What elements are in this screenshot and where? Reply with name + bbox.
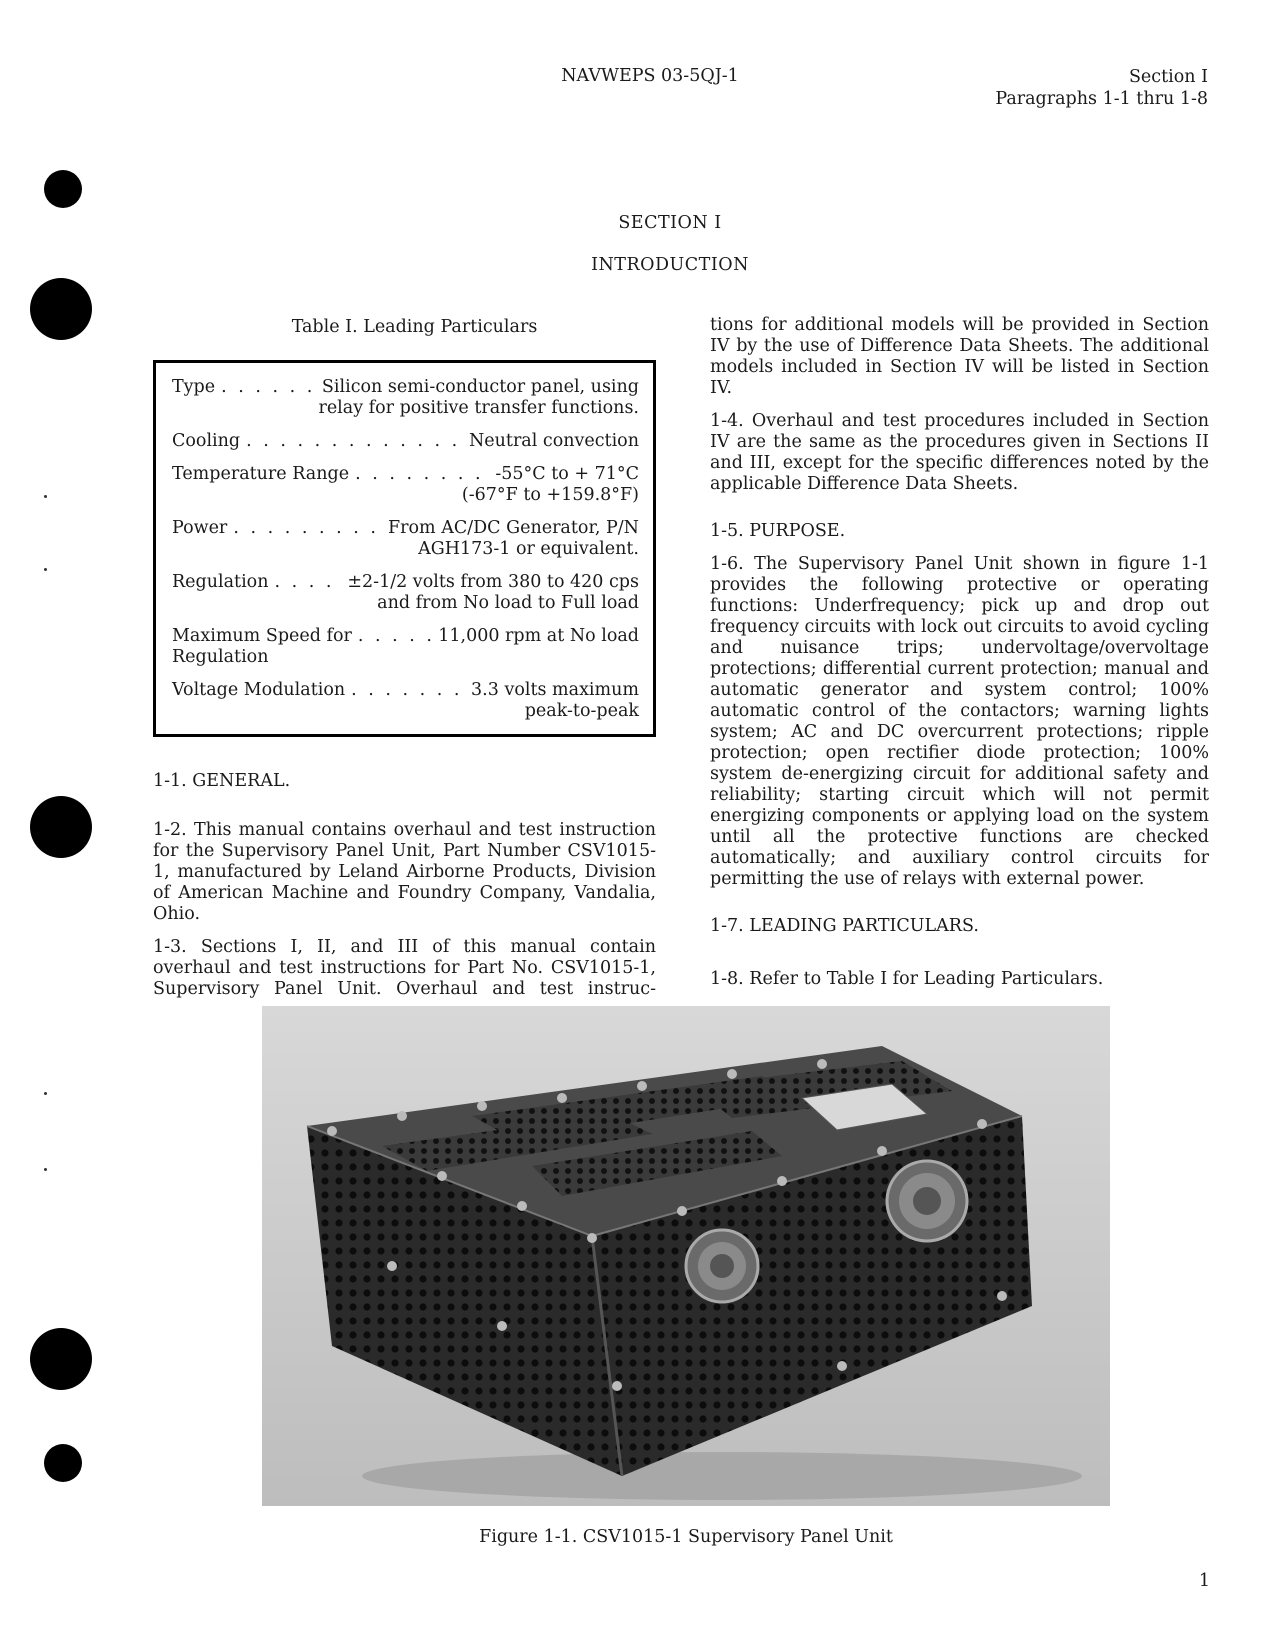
- row-value-cont: peak-to-peak: [524, 701, 639, 721]
- table-row: [172, 680, 639, 722]
- table-row: [172, 464, 639, 506]
- row-value: 11,000 rpm at No load: [438, 626, 639, 646]
- row-label: Regulation: [172, 572, 269, 592]
- punch-hole: [44, 170, 82, 208]
- speck: [44, 1168, 47, 1171]
- row-label: Temperature Range: [172, 464, 350, 484]
- row-label: Power: [172, 518, 228, 538]
- table-row: [172, 518, 639, 560]
- row-value: From AC/DC Generator, P/N: [388, 518, 639, 538]
- connector-left: [686, 1230, 758, 1302]
- document-id: NAVWEPS 03-5QJ-1: [561, 66, 739, 86]
- heading-purpose: 1-5. PURPOSE.: [710, 521, 846, 541]
- row-value-cont: (-67°F to +159.8°F): [461, 485, 639, 505]
- running-header: [995, 66, 1208, 110]
- row-value: 3.3 volts maximum: [471, 680, 639, 700]
- heading-leading-particulars: 1-7. LEADING PARTICULARS.: [710, 916, 979, 936]
- panel-unit-illustration: [262, 1006, 1110, 1506]
- figure-caption: Figure 1-1. CSV1015-1 Supervisory Panel Unit: [479, 1527, 893, 1547]
- table-row: [172, 572, 639, 614]
- row-value: -55°C to + 71°C: [495, 464, 639, 484]
- speck: [44, 1092, 47, 1095]
- connector-right: [887, 1161, 967, 1241]
- punch-hole: [44, 1444, 82, 1482]
- paragraph-1-4: 1-4. Overhaul and test procedures included in Section IV are the same as the procedures given in Sections II and III, except for the specific differences noted by the applicable Difference Data Sheets.: [710, 411, 1209, 494]
- row-value: Neutral convection: [468, 431, 639, 451]
- paragraph-1-3-cont: tions for additional models will be provided in Section IV by the use of Difference Data Sheets. The additional models included in Section IV will be listed in Section IV.: [710, 315, 1209, 398]
- paragraph-1-6: 1-6. The Supervisory Panel Unit shown in figure 1-1 provides the following protective or operating functions: Underfrequency; pick up and drop out frequency circuits with lock out circuits to avoid cycling and nuisance trips; undervoltage/overvoltage protections; differential current protection; manual and automatic generator and system control; 100% automatic control of the contactors; warning lights system; AC and DC overcurrent protections; ripple protection; open rectifier diode protection; 100% system de-energizing circuit for additional safety and reliability; starting circuit which will not permit energizing components or applying load on the system until all the protective functions are checked automatically; and auxiliary control circuits for permitting the use of relays with external power.: [710, 554, 1210, 889]
- table-caption: Table I. Leading Particulars: [291, 317, 538, 337]
- row-label: Voltage Modulation: [172, 680, 346, 700]
- heading-general: 1-1. GENERAL.: [153, 771, 291, 791]
- punch-hole: [30, 796, 92, 858]
- row-label: Maximum Speed for: [172, 626, 352, 646]
- row-value: Silicon semi-conductor panel, using: [321, 377, 639, 397]
- row-label: Cooling: [172, 431, 241, 451]
- paragraph-1-8: 1-8. Refer to Table I for Leading Particulars.: [710, 969, 1104, 989]
- left-column: [153, 317, 656, 1012]
- row-value-cont: AGH173-1 or equivalent.: [418, 539, 639, 559]
- table-row: [172, 431, 639, 452]
- section-subtitle: INTRODUCTION: [591, 255, 749, 275]
- row-value: ±2-1/2 volts from 380 to 420 cps: [347, 572, 639, 592]
- header-paragraphs: Paragraphs 1-1 thru 1-8: [995, 89, 1208, 109]
- row-label-cont: Regulation: [172, 647, 269, 667]
- table-row: [172, 377, 639, 419]
- leading-particulars-table: [153, 360, 656, 737]
- shadow: [362, 1452, 1082, 1500]
- right-column: [710, 317, 1209, 1002]
- row-value-cont: relay for positive transfer functions.: [318, 398, 639, 418]
- row-label: Type: [172, 377, 216, 397]
- speck: [44, 495, 47, 498]
- table-row: [172, 626, 639, 668]
- section-title: SECTION I: [618, 213, 722, 233]
- punch-hole: [30, 1328, 92, 1390]
- punch-hole: [30, 278, 92, 340]
- page-number: 1: [1198, 1571, 1210, 1591]
- paragraph-1-3: 1-3. Sections I, II, and III of this manual contain overhaul and test instructions for Part No. CSV1015-1, Supervisory Panel Unit. Overhaul and test instruc-: [153, 937, 656, 999]
- row-value-cont: and from No load to Full load: [377, 593, 639, 613]
- header-section: Section I: [1128, 67, 1208, 87]
- speck: [44, 568, 47, 571]
- figure-photo: [262, 1006, 1110, 1506]
- paragraph-1-2: 1-2. This manual contains overhaul and test instruction for the Supervisory Panel Unit, Part Number CSV1015-1, manufactured by Leland Airborne Products, Division of American Machine and Foundry Company, Vandalia, Ohio.: [153, 820, 656, 924]
